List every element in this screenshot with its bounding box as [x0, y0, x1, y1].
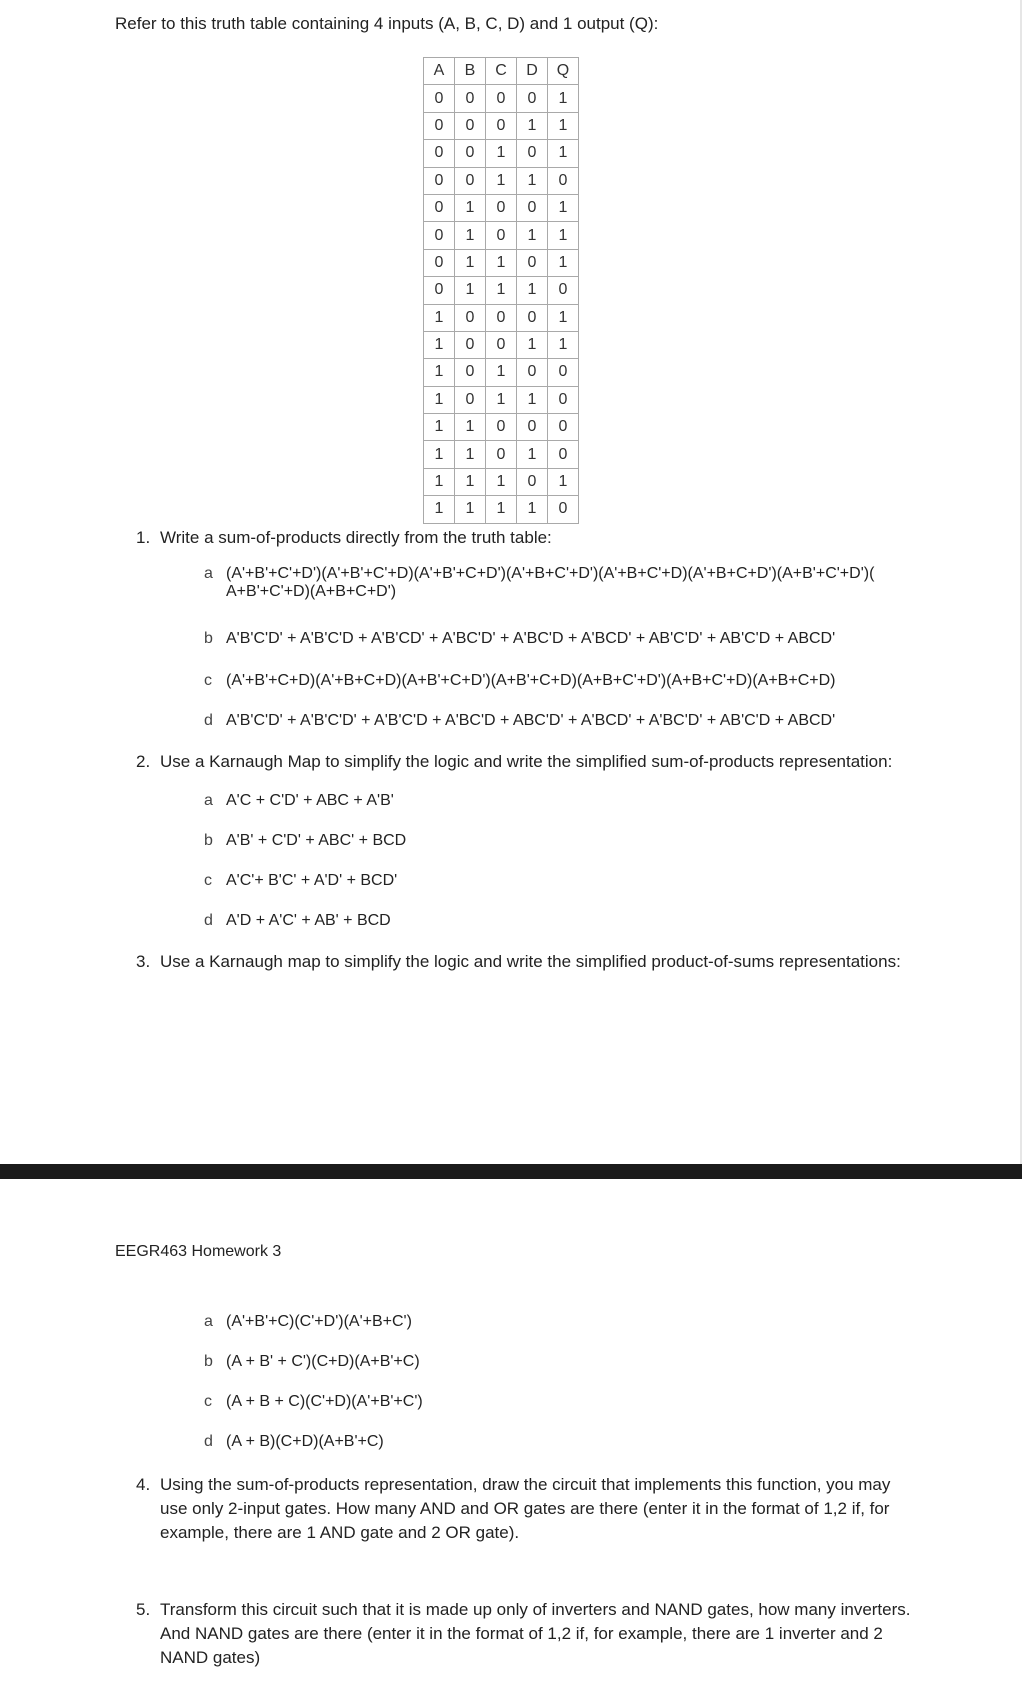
truth-table-cell: 0: [486, 85, 517, 112]
q3-option-d[interactable]: [204, 1433, 384, 1451]
truth-table-cell: 0: [424, 222, 455, 249]
q1-option-b[interactable]: [204, 630, 835, 648]
truth-table-row: [424, 140, 579, 167]
truth-table-row: [424, 167, 579, 194]
truth-table-cell: 0: [517, 194, 548, 221]
truth-table-cell: 0: [455, 112, 486, 139]
question-text: Using the sum-of-products representation, draw the circuit that implements this function, you may use only 2-input gates. How many AND and OR gates are there (enter it in the format of 1,2 if, for example, there are 1 AND gate and 2 OR gate).: [160, 1475, 891, 1542]
header-a: A: [424, 58, 455, 85]
truth-table-cell: 0: [424, 112, 455, 139]
option-letter: a: [204, 1313, 213, 1330]
truth-table-row: [424, 304, 579, 331]
option-text: (A + B)(C+D)(A+B'+C): [226, 1433, 384, 1450]
q2-option-a[interactable]: [204, 792, 394, 810]
truth-table-cell: 1: [455, 441, 486, 468]
truth-table-cell: 0: [455, 304, 486, 331]
header-b: B: [455, 58, 486, 85]
truth-table-header-row: [424, 58, 579, 85]
truth-table-cell: 1: [455, 222, 486, 249]
truth-table-cell: 1: [486, 167, 517, 194]
question-3: [136, 952, 901, 972]
truth-table-cell: 1: [455, 249, 486, 276]
truth-table-cell: 1: [486, 277, 517, 304]
truth-table-cell: 0: [486, 304, 517, 331]
truth-table-cell: 0: [424, 277, 455, 304]
truth-table-cell: 1: [548, 304, 579, 331]
truth-table-cell: 0: [455, 386, 486, 413]
truth-table-row: [424, 414, 579, 441]
truth-table-cell: 0: [517, 414, 548, 441]
q3-option-a[interactable]: [204, 1313, 412, 1331]
question-number: 2.: [136, 752, 151, 771]
option-letter: d: [204, 1433, 213, 1450]
question-number: 1.: [136, 528, 151, 547]
truth-table-cell: 1: [424, 496, 455, 523]
q3-option-c[interactable]: [204, 1393, 423, 1411]
truth-table-cell: 0: [548, 167, 579, 194]
truth-table-cell: 0: [486, 331, 517, 358]
truth-table-cell: 1: [517, 386, 548, 413]
truth-table-cell: 0: [517, 85, 548, 112]
option-text: A'C + C'D' + ABC + A'B': [226, 792, 394, 809]
truth-table-cell: 1: [548, 249, 579, 276]
truth-table-cell: 0: [486, 414, 517, 441]
truth-table-cell: 1: [517, 112, 548, 139]
intro-text: Refer to this truth table containing 4 inputs (A, B, C, D) and 1 output (Q):: [115, 14, 659, 33]
option-letter: b: [204, 630, 213, 647]
option-text: A'D + A'C' + AB' + BCD: [226, 912, 391, 929]
option-text: A'B'C'D' + A'B'C'D' + A'B'C'D + A'BC'D + ABC'D' + A'BCD' + A'BC'D' + AB'C'D + ABCD': [226, 712, 836, 729]
truth-table-cell: 1: [548, 140, 579, 167]
truth-table-cell: 1: [424, 359, 455, 386]
truth-table-cell: 1: [548, 468, 579, 495]
truth-table-cell: 0: [517, 359, 548, 386]
truth-table-cell: 1: [455, 468, 486, 495]
truth-table-cell: 0: [548, 277, 579, 304]
truth-table-cell: 1: [486, 386, 517, 413]
truth-table-row: [424, 468, 579, 495]
truth-table-row: [424, 386, 579, 413]
question-text: Transform this circuit such that it is made up only of inverters and NAND gates, how many inverters. And NAND gates are there (enter it in the format of 1,2 if, for example, there are 1 inverter and 2 NAND gates): [160, 1600, 911, 1667]
option-text: (A'+B'+C)(C'+D')(A'+B+C'): [226, 1313, 412, 1330]
truth-table: [423, 57, 579, 524]
truth-table-cell: 0: [548, 496, 579, 523]
truth-table-cell: 0: [486, 222, 517, 249]
truth-table-row: [424, 194, 579, 221]
truth-table-cell: 0: [455, 140, 486, 167]
question-number: 3.: [136, 952, 151, 971]
truth-table-cell: 1: [424, 304, 455, 331]
truth-table-cell: 1: [517, 441, 548, 468]
option-letter: a: [204, 792, 213, 809]
question-text: Use a Karnaugh Map to simplify the logic and write the simplified sum-of-products representation:: [160, 752, 893, 771]
truth-table-cell: 1: [486, 359, 517, 386]
truth-table-cell: 1: [424, 468, 455, 495]
truth-table-cell: 1: [486, 468, 517, 495]
question-1: [136, 528, 552, 548]
question-number: 4.: [136, 1475, 151, 1494]
truth-table-cell: 1: [517, 496, 548, 523]
q1-option-c[interactable]: [204, 672, 835, 690]
option-letter: d: [204, 712, 213, 729]
option-text: (A + B' + C')(C+D)(A+B'+C): [226, 1353, 420, 1370]
option-text: (A'+B'+C+D)(A'+B+C+D)(A+B'+C+D')(A+B'+C+D)(A+B+C'+D')(A+B+C'+D)(A+B+C+D): [226, 672, 836, 689]
option-text: (A'+B'+C'+D')(A'+B'+C'+D)(A'+B'+C+D')(A'+B+C'+D')(A'+B+C'+D)(A'+B+C+D')(A+B'+C'+D')(: [226, 565, 875, 582]
truth-table-cell: 1: [424, 441, 455, 468]
truth-table-cell: 0: [548, 386, 579, 413]
truth-table-cell: 1: [455, 194, 486, 221]
option-letter: b: [204, 1353, 213, 1370]
truth-table-cell: 0: [486, 441, 517, 468]
truth-table-row: [424, 112, 579, 139]
truth-table-cell: 0: [548, 414, 579, 441]
truth-table-cell: 1: [424, 386, 455, 413]
option-text: (A + B + C)(C'+D)(A'+B'+C'): [226, 1393, 423, 1410]
truth-table-cell: 0: [455, 167, 486, 194]
option-letter: b: [204, 832, 213, 849]
truth-table-cell: 0: [455, 85, 486, 112]
truth-table-cell: 0: [486, 194, 517, 221]
truth-table-cell: 0: [424, 167, 455, 194]
option-letter: c: [204, 1393, 212, 1410]
truth-table-cell: 1: [517, 222, 548, 249]
truth-table-cell: 1: [548, 331, 579, 358]
truth-table-cell: 1: [486, 496, 517, 523]
question-4: [136, 1473, 916, 1545]
truth-table-cell: 0: [486, 112, 517, 139]
question-text: Write a sum-of-products directly from the truth table:: [160, 528, 552, 547]
truth-table-cell: 0: [548, 441, 579, 468]
header-d: D: [517, 58, 548, 85]
truth-table-body: [424, 85, 579, 523]
truth-table-row: [424, 496, 579, 523]
truth-table-cell: 0: [548, 359, 579, 386]
truth-table-cell: 1: [517, 277, 548, 304]
option-letter: c: [204, 872, 212, 889]
q1-option-a[interactable]: [204, 565, 904, 601]
truth-table-cell: 0: [517, 468, 548, 495]
page-divider-bar: [0, 1164, 1022, 1179]
option-text: A'B' + C'D' + ABC' + BCD: [226, 832, 407, 849]
question-text: Use a Karnaugh map to simplify the logic and write the simplified product-of-sums representations:: [160, 952, 901, 971]
option-letter: a: [204, 565, 213, 582]
truth-table-cell: 1: [548, 85, 579, 112]
option-text: A'C'+ B'C' + A'D' + BCD': [226, 872, 398, 889]
truth-table-cell: 0: [424, 249, 455, 276]
option-text-continued: A+B'+C'+D)(A+B+C+D'): [226, 583, 397, 600]
truth-table-cell: 0: [517, 304, 548, 331]
truth-table-cell: 1: [486, 249, 517, 276]
option-letter: c: [204, 672, 212, 689]
truth-table-cell: 1: [548, 112, 579, 139]
question-5: [136, 1598, 916, 1670]
homework-title: EEGR463 Homework 3: [115, 1243, 282, 1260]
truth-table-row: [424, 249, 579, 276]
q3-option-b[interactable]: [204, 1353, 420, 1371]
truth-table-cell: 1: [455, 414, 486, 441]
truth-table-cell: 1: [517, 167, 548, 194]
q1-option-d[interactable]: [204, 712, 835, 730]
truth-table-row: [424, 85, 579, 112]
option-text: A'B'C'D' + A'B'C'D + A'B'CD' + A'BC'D' + A'BC'D + A'BCD' + AB'C'D' + AB'C'D + ABCD': [226, 630, 836, 647]
truth-table-row: [424, 441, 579, 468]
question-number: 5.: [136, 1600, 151, 1619]
truth-table-cell: 1: [424, 414, 455, 441]
truth-table-cell: 1: [424, 331, 455, 358]
q2-option-c[interactable]: [204, 872, 397, 890]
header-c: C: [486, 58, 517, 85]
truth-table-cell: 0: [517, 249, 548, 276]
truth-table-cell: 0: [455, 359, 486, 386]
truth-table-cell: 1: [455, 496, 486, 523]
truth-table-cell: 1: [486, 140, 517, 167]
truth-table-cell: 0: [517, 140, 548, 167]
option-letter: d: [204, 912, 213, 929]
truth-table-row: [424, 222, 579, 249]
truth-table-cell: 1: [548, 222, 579, 249]
truth-table-cell: 0: [424, 85, 455, 112]
truth-table-row: [424, 331, 579, 358]
q2-option-b[interactable]: [204, 832, 406, 850]
q2-option-d[interactable]: [204, 912, 391, 930]
truth-table-cell: 0: [455, 331, 486, 358]
truth-table-cell: 1: [548, 194, 579, 221]
header-q: Q: [548, 58, 579, 85]
truth-table-cell: 1: [455, 277, 486, 304]
truth-table-cell: 1: [517, 331, 548, 358]
question-2: [136, 752, 892, 772]
truth-table-row: [424, 359, 579, 386]
truth-table-cell: 0: [424, 140, 455, 167]
truth-table-cell: 0: [424, 194, 455, 221]
truth-table-row: [424, 277, 579, 304]
